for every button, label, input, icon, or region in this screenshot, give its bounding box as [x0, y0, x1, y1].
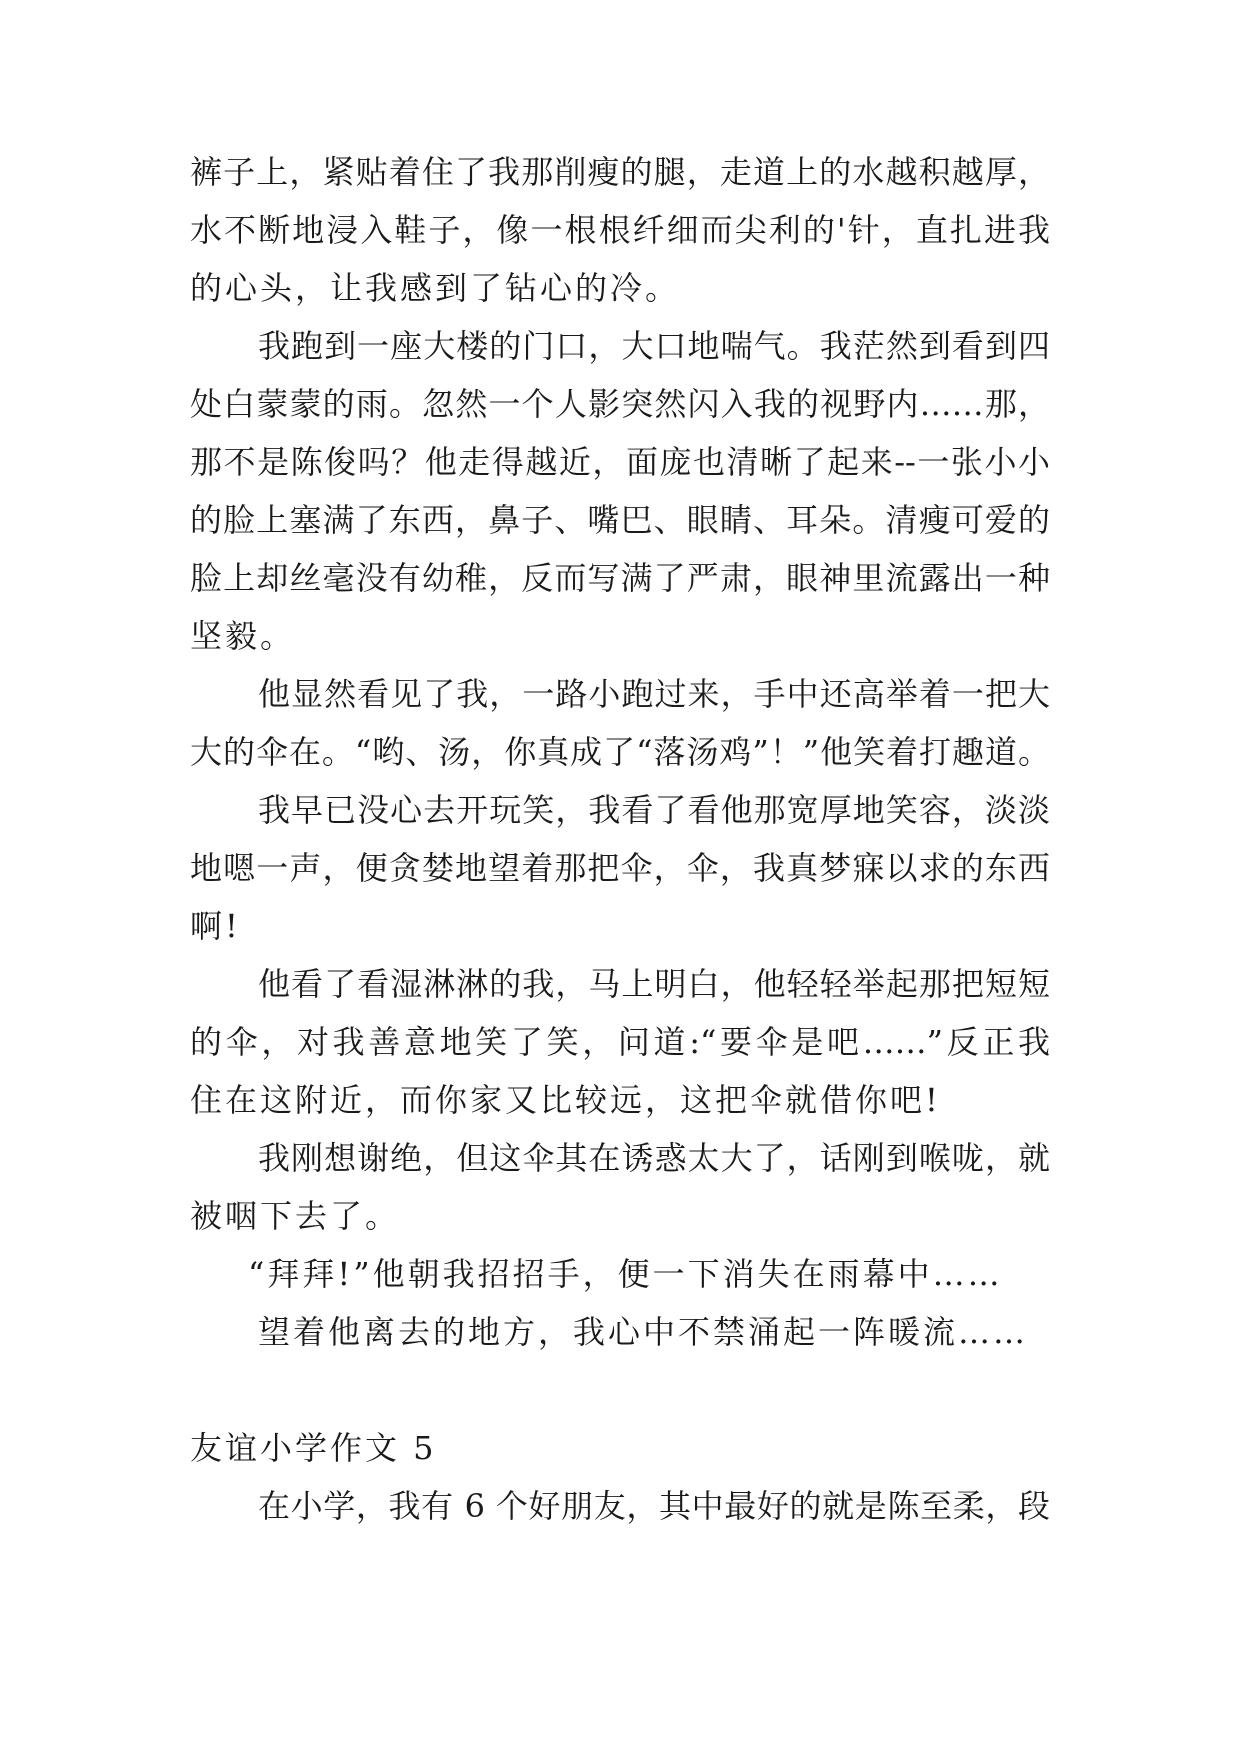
text-line: 水不断地浸入鞋子，像一根根纤细而尖利的'针，直扎进我 [190, 211, 1050, 249]
paragraph-first-line: 望着他离去的地方，我心中不禁涌起一阵暖流…… [258, 1313, 1029, 1351]
text-line: 大的伞在。“哟、汤，你真成了“落汤鸡”！”他笑着打趣道。 [190, 733, 1050, 771]
paragraph-first-line: 他看了看湿淋淋的我，马上明白，他轻轻举起那把短短 [258, 965, 1050, 1003]
text-line: 坚毅。 [190, 617, 296, 655]
text-line: 住在这附近，而你家又比较远，这把伞就借你吧! [190, 1081, 941, 1119]
text-line: 啊! [190, 907, 241, 945]
paragraph-first-line: 我早已没心去开玩笑，我看了看他那宽厚地笑容，淡淡 [258, 791, 1050, 829]
paragraph-first-line: “拜拜!”他朝我招招手，便一下消失在雨幕中…… [248, 1255, 1003, 1293]
text-line: 那不是陈俊吗？他走得越近，面庞也清晰了起来--一张小小 [190, 443, 1050, 481]
paragraph-first-line: 我刚想谢绝，但这伞其在诱惑太大了，话刚到喉咙，就 [258, 1139, 1050, 1177]
section-heading: 友谊小学作文 5 [190, 1429, 437, 1467]
text-line: 裤子上，紧贴着住了我那削瘦的腿，走道上的水越积越厚， [190, 153, 1050, 191]
paragraph-first-line: 我跑到一座大楼的门口，大口地喘气。我茫然到看到四 [258, 327, 1050, 365]
paragraph-first-line: 在小学，我有 6 个好朋友，其中最好的就是陈至柔，段 [258, 1487, 1050, 1525]
text-line: 被咽下去了。 [190, 1197, 401, 1235]
text-line: 处白蒙蒙的雨。忽然一个人影突然闪入我的视野内……那， [190, 385, 1050, 423]
text-line: 脸上却丝毫没有幼稚，反而写满了严肃，眼神里流露出一种 [190, 559, 1050, 597]
text-line: 的脸上塞满了东西，鼻子、嘴巴、眼睛、耳朵。清瘦可爱的 [190, 501, 1050, 539]
text-line: 的伞，对我善意地笑了笑，问道:“要伞是吧……”反正我 [190, 1023, 1050, 1061]
text-line: 地嗯一声，便贪婪地望着那把伞，伞，我真梦寐以求的东西 [190, 849, 1050, 887]
paragraph-first-line: 他显然看见了我，一路小跑过来，手中还高举着一把大 [258, 675, 1050, 713]
text-line: 的心头，让我感到了钻心的冷。 [190, 269, 681, 307]
